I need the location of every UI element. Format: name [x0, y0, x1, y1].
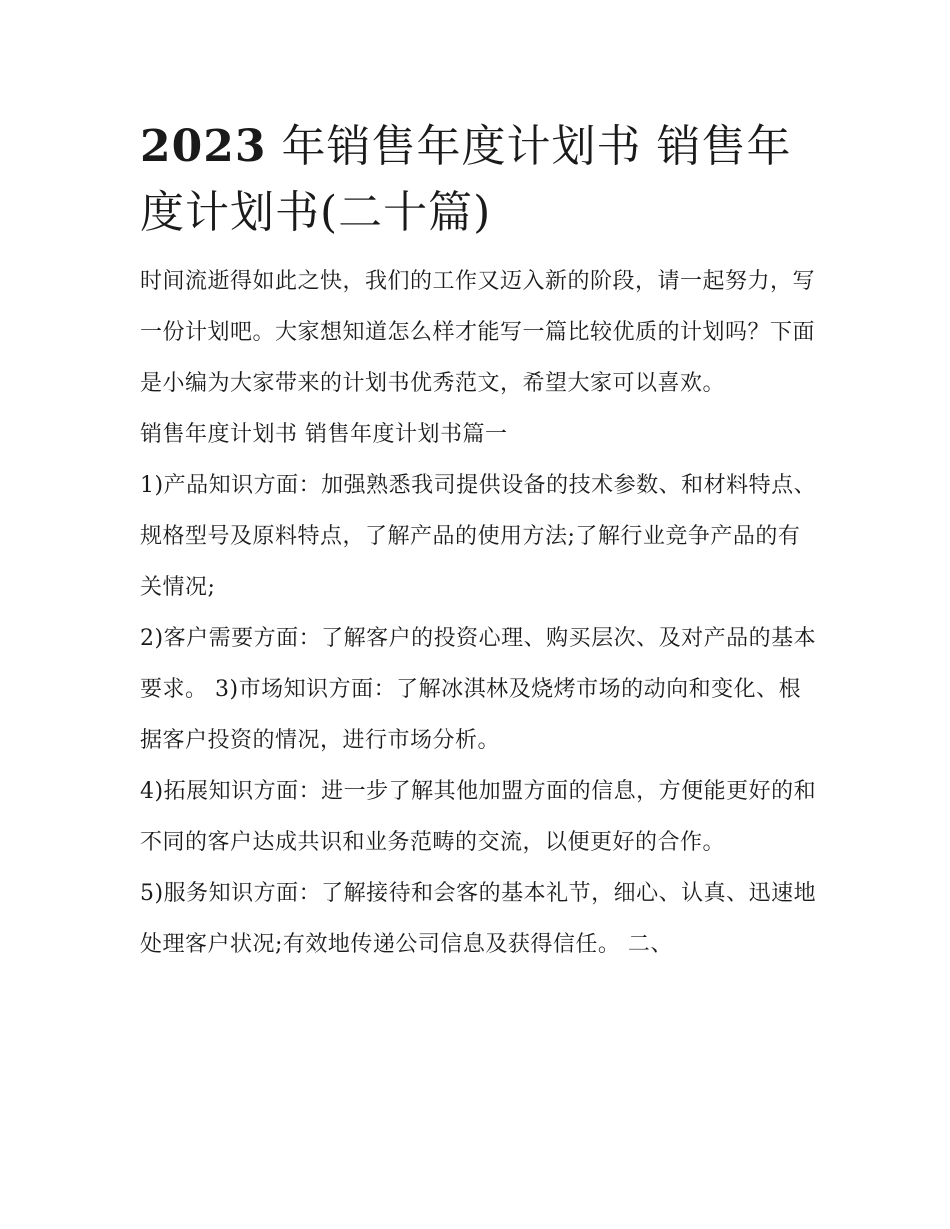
document-body — [140, 114, 820, 970]
document-title — [140, 114, 820, 246]
paragraph-customer-needs: 2)客户需要方面：了解客户的投资心理、购买层次、及对产品的基本要求。 3)市场知识方面：了解冰淇林及烧烤市场的动向和变化、根据客户投资的情况，进行市场分析。 — [140, 626, 817, 753]
title-year: 2023 — [140, 121, 267, 172]
paragraph-expansion-knowledge: 4)拓展知识方面：进一步了解其他加盟方面的信息，方便能更好的和不同的客户达成共识和业务范畴的交流，以便更好的合作。 — [140, 779, 817, 855]
intro-paragraph: 时间流逝得如此之快，我们的工作又迈入新的阶段，请一起努力，写一份计划吧。大家想知道怎么样才能写一篇比较优质的计划吗？下面是小编为大家带来的计划书优秀范文，希望大家可以喜欢。 — [140, 269, 816, 396]
paragraph-service-knowledge: 5)服务知识方面：了解接待和会客的基本礼节，细心、认真、迅速地处理客户状况;有效地传递公司信息及获得信任。 二、 — [140, 881, 817, 957]
section-heading: 销售年度计划书 销售年度计划书篇一 — [140, 422, 508, 447]
paragraph-product-knowledge: 1)产品知识方面：加强熟悉我司提供设备的技术参数、和材料特点、规格型号及原料特点，了解产品的使用方法;了解行业竞争产品的有关情况; — [140, 473, 817, 600]
title-text: 年销售年度计划书 销售年度计划书(二十篇) — [140, 121, 792, 238]
